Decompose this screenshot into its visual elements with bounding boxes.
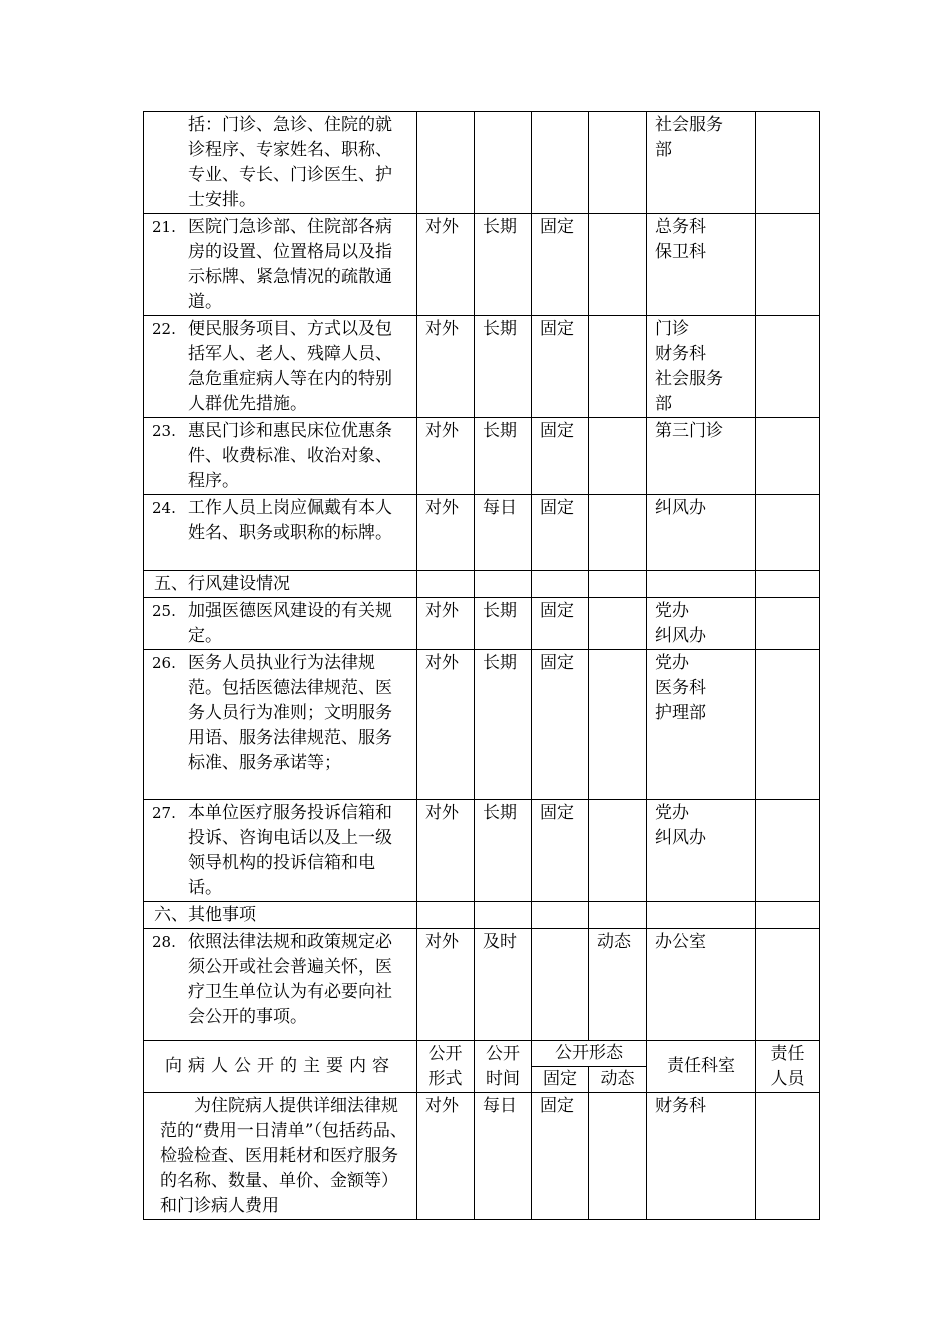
dynamic-cell [589,316,647,418]
form-cell: 对外 [417,214,475,316]
header-content: 向病人公开的主要内容 [144,1041,417,1093]
table-row [144,650,820,800]
form-cell: 对外 [417,418,475,495]
item-number: 26. [152,654,176,672]
person-cell [756,316,820,418]
fixed-cell: 固定 [532,418,589,495]
dynamic-cell: 动态 [589,929,647,1041]
time-cell: 长期 [475,214,532,316]
dept-cell: 党办 纠风办 [647,598,756,650]
form-cell [417,112,475,214]
table-row [144,800,820,902]
form-cell: 对外 [417,929,475,1041]
form-cell: 对外 [417,495,475,571]
item-text: 便民服务项目、方式以及包括军人、老人、残障人员、急危重症病人等在内的特别人群优先措施。 [188,319,392,414]
person-cell [756,800,820,902]
table-row [144,214,820,316]
time-cell: 每日 [475,1093,532,1220]
section-title: 六、其他事项 [144,902,417,929]
item-text: 工作人员上岗应佩戴有本人姓名、职务或职称的标牌。 [188,498,392,543]
dept-cell: 总务科 保卫科 [647,214,756,316]
person-cell [756,598,820,650]
person-cell [756,112,820,214]
table-row [144,418,820,495]
fixed-cell: 固定 [532,598,589,650]
header-dept: 责任科室 [647,1041,756,1093]
table-row [144,929,820,1041]
form-cell: 对外 [417,598,475,650]
item-number: 24. [152,499,176,517]
dept-cell: 门诊 财务科 社会服务 部 [647,316,756,418]
fixed-cell [532,929,589,1041]
item-text: 本单位医疗服务投诉信箱和投诉、咨询电话以及上一级领导机构的投诉信箱和电话。 [188,803,392,898]
header-status: 公开形态 [532,1041,647,1067]
person-cell [756,214,820,316]
dynamic-cell [589,650,647,800]
form-cell: 对外 [417,316,475,418]
item-text: 括：门诊、急诊、住院的就诊程序、专家姓名、职称、专业、专长、门诊医生、护士安排。 [144,112,417,214]
dynamic-cell [589,214,647,316]
fixed-cell: 固定 [532,316,589,418]
item-number: 28. [152,933,176,951]
item-text: 医务人员执业行为法律规范。包括医德法律规范、医务人员行为准则；文明服务用语、服务法律规范、服务标准、服务承诺等； [188,653,392,773]
dept-cell: 第三门诊 [647,418,756,495]
item-number: 23. [152,422,176,440]
person-cell [756,495,820,571]
fixed-cell [532,112,589,214]
item-text: 医院门急诊部、住院部各病房的设置、位置格局以及指示标牌、紧急情况的疏散通道。 [188,217,392,312]
time-cell: 长期 [475,650,532,800]
form-cell: 对外 [417,800,475,902]
fixed-cell: 固定 [532,650,589,800]
time-cell: 长期 [475,800,532,902]
item-text: 惠民门诊和惠民床位优惠条件、收费标准、收治对象、程序。 [188,421,392,491]
form-cell: 对外 [417,1093,475,1220]
table-row [144,1093,820,1220]
time-cell: 长期 [475,418,532,495]
fixed-cell: 固定 [532,800,589,902]
person-cell [756,1093,820,1220]
table-row [144,495,820,571]
item-number: 22. [152,320,176,338]
fixed-cell: 固定 [532,1093,589,1220]
dynamic-cell [589,418,647,495]
dept-cell: 社会服务 部 [647,112,756,214]
dept-cell: 财务科 [647,1093,756,1220]
dynamic-cell [589,598,647,650]
person-cell [756,418,820,495]
time-cell [475,112,532,214]
dynamic-cell [589,1093,647,1220]
form-cell: 对外 [417,650,475,800]
dynamic-cell [589,112,647,214]
time-cell: 长期 [475,316,532,418]
header-time: 公开 时间 [475,1041,532,1093]
table-row [144,598,820,650]
section-row [144,571,820,598]
header-fixed: 固定 [532,1067,589,1093]
dept-cell: 党办 医务科 护理部 [647,650,756,800]
person-cell [756,929,820,1041]
header-form: 公开 形式 [417,1041,475,1093]
dynamic-cell [589,800,647,902]
item-number: 21. [152,218,176,236]
item-text: 加强医德医风建设的有关规定。 [188,601,392,646]
header-dynamic: 动态 [589,1067,647,1093]
dept-cell: 办公室 [647,929,756,1041]
fixed-cell: 固定 [532,495,589,571]
disclosure-table [143,111,820,1220]
fixed-cell: 固定 [532,214,589,316]
item-text: 为住院病人提供详细法律规范的“费用一日清单”（包括药品、检验检查、医用耗材和医疗服务的名称、数量、单价、金额等）和门诊病人费用 [144,1093,417,1220]
time-cell: 及时 [475,929,532,1041]
section-row [144,902,820,929]
table-row [144,316,820,418]
header-row [144,1041,820,1067]
time-cell: 每日 [475,495,532,571]
person-cell [756,650,820,800]
table-row [144,112,820,214]
item-text: 依照法律法规和政策规定必须公开或社会普遍关怀，医疗卫生单位认为有必要向社会公开的事项。 [188,932,392,1027]
dept-cell: 纠风办 [647,495,756,571]
item-number: 27. [152,804,176,822]
time-cell: 长期 [475,598,532,650]
section-title: 五、行风建设情况 [144,571,417,598]
item-number: 25. [152,602,176,620]
dept-cell: 党办 纠风办 [647,800,756,902]
dynamic-cell [589,495,647,571]
header-person: 责任 人员 [756,1041,820,1093]
